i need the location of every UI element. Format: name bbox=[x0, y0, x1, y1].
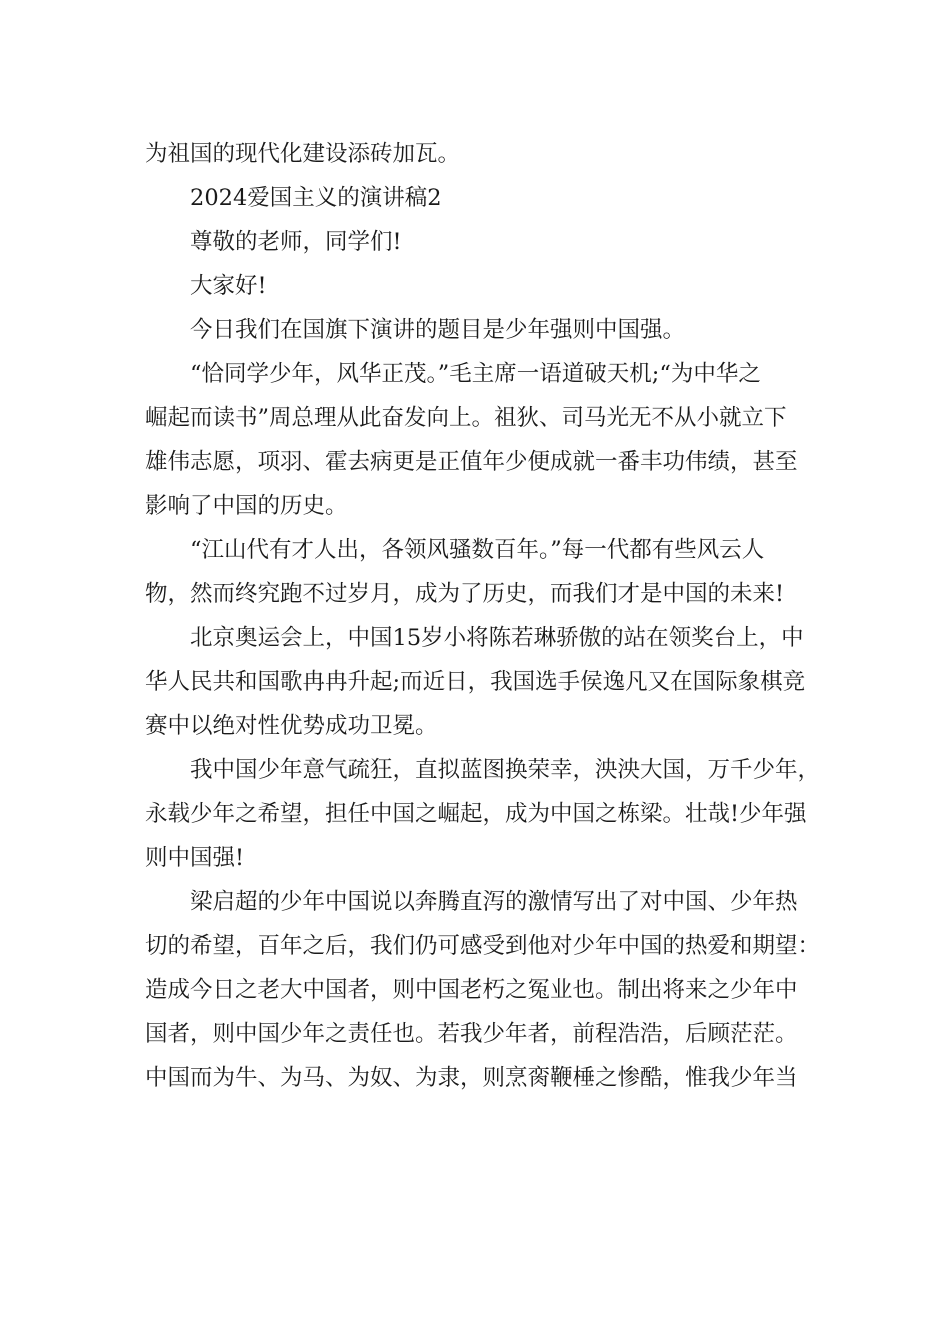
text-line: 崛起而读书”周总理从此奋发向上。祖狄、司马光无不从小就立下 bbox=[145, 405, 787, 431]
text-line: 造成今日之老大中国者，则中国老朽之冤业也。制出将来之少年中 bbox=[145, 977, 798, 1003]
text-line: 物，然而终究跑不过岁月，成为了历史，而我们才是中国的未来! bbox=[145, 581, 785, 607]
text-line: 为祖国的现代化建设添砖加瓦。 bbox=[145, 141, 461, 167]
document-body bbox=[145, 132, 821, 1100]
text-line: “江山代有才人出，各领风骚数百年。”每一代都有些风云人 bbox=[190, 537, 765, 563]
text-line: 国者，则中国少年之责任也。若我少年者，前程浩浩，后顾茫茫。 bbox=[145, 1021, 798, 1047]
text-line: 梁启超的少年中国说以奔腾直泻的激情写出了对中国、少年热 bbox=[190, 889, 798, 915]
text-line: 永载少年之希望，担任中国之崛起，成为中国之栋梁。壮哉!少年强 bbox=[145, 801, 807, 827]
text-line: 则中国强! bbox=[145, 845, 245, 871]
text-line: 尊敬的老师，同学们! bbox=[190, 229, 402, 255]
text-line: 中国而为牛、为马、为奴、为隶，则烹脔鞭棰之惨酷，惟我少年当 bbox=[145, 1065, 798, 1091]
text-line: 今日我们在国旗下演讲的题目是少年强则中国强。 bbox=[190, 317, 686, 343]
text-line: 雄伟志愿，项羽、霍去病更是正值年少便成就一番丰功伟绩，甚至 bbox=[145, 449, 798, 475]
text-line: 北京奥运会上，中国15岁小将陈若琳骄傲的站在领奖台上，中 bbox=[190, 625, 804, 651]
text-line: 赛中以绝对性优势成功卫冕。 bbox=[145, 713, 438, 739]
text-line: 2024爱国主义的演讲稿2 bbox=[190, 185, 442, 211]
text-line: 影响了中国的历史。 bbox=[145, 493, 348, 519]
text-line: 我中国少年意气疏狂，直拟蓝图换荣幸，泱泱大国，万千少年， bbox=[190, 757, 821, 783]
text-line: 华人民共和国歌冉冉升起;而近日，我国选手侯逸凡又在国际象棋竞 bbox=[145, 669, 806, 695]
text-line: “恰同学少年，风华正茂。”毛主席一语道破天机;“为中华之 bbox=[190, 361, 761, 387]
text-line: 大家好! bbox=[190, 273, 267, 299]
text-line: 切的希望，百年之后，我们仍可感受到他对少年中国的热爱和期望： bbox=[145, 933, 821, 959]
